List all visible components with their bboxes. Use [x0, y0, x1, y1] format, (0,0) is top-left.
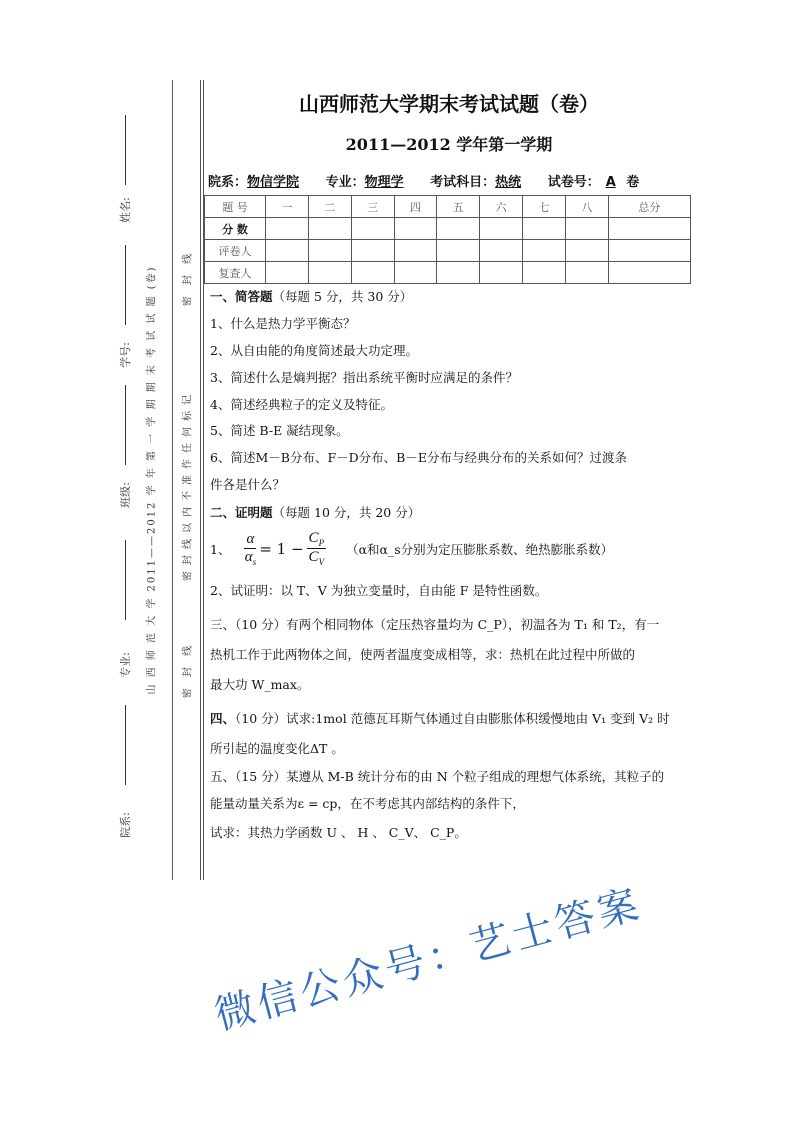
field-underline[interactable] — [124, 705, 126, 785]
section-note: （每题 5 分，共 30 分） — [272, 289, 413, 304]
score-cell[interactable] — [266, 262, 309, 284]
field-underline[interactable] — [124, 245, 126, 325]
score-cell[interactable] — [351, 262, 394, 284]
row-label: 分 数 — [205, 218, 266, 240]
question: 1、什么是热力学平衡态？ — [210, 316, 356, 331]
question — [210, 709, 670, 727]
formula-cp-cv: $\frac{C_P}{C_V}$ — [308, 530, 325, 567]
question: 2、试证明：以 T、V 为独立变量时，自由能 F 是特性函数。 — [210, 583, 548, 598]
field-major — [117, 652, 133, 678]
formula-note: （α和α_s分别为定压膨胀系数、绝热膨胀系数） — [346, 541, 614, 557]
score-cell[interactable] — [480, 218, 523, 240]
seal-line-middle: 密封线以内不准作任何标记 — [182, 389, 194, 581]
field-label: 专业: — [119, 652, 132, 678]
major-value: 物理学 — [364, 175, 404, 190]
table-header-cell: 六 — [480, 196, 523, 218]
score-cell[interactable] — [351, 240, 394, 262]
score-cell[interactable] — [523, 240, 566, 262]
score-cell[interactable] — [480, 240, 523, 262]
dept-value: 物信学院 — [247, 175, 300, 190]
page-subtitle: 2011—2012 学年第一学期 — [345, 135, 553, 154]
score-cell[interactable] — [480, 262, 523, 284]
dept-label: 院系： — [208, 175, 248, 190]
field-dept — [117, 812, 133, 838]
score-cell[interactable] — [523, 262, 566, 284]
table-header-cell: 七 — [523, 196, 566, 218]
table-header-cell: 三 — [351, 196, 394, 218]
question-text: （10 分）试求:1mol 范德瓦耳斯气体通过自由膨胀体积缓慢地由 V₁ 变到 V₂ 时 — [235, 711, 670, 726]
score-cell[interactable] — [608, 240, 690, 262]
question: 所引起的温度变化ΔT 。 — [210, 741, 344, 756]
score-cell[interactable] — [308, 262, 351, 284]
score-cell[interactable] — [565, 218, 608, 240]
margin-line-1 — [172, 80, 173, 880]
formula-equals: = 1 − — [259, 539, 304, 558]
field-label: 姓名: — [119, 197, 132, 223]
question: 件各是什么？ — [210, 477, 286, 492]
question: 能量动量关系为ε = cp，在不考虑其内部结构的条件下， — [210, 796, 525, 811]
field-name — [117, 197, 133, 223]
question-number: 1、 — [210, 541, 231, 557]
formula-alpha-ratio: $\frac{\alpha}{\alpha_s}$ — [244, 530, 257, 567]
section-note: （每题 10 分，共 20 分） — [272, 505, 421, 520]
table-row — [205, 240, 691, 262]
field-label: 学号: — [119, 342, 132, 368]
score-cell[interactable] — [608, 218, 690, 240]
table-row — [205, 262, 691, 284]
subject-value: 热统 — [495, 175, 522, 190]
field-student-id — [117, 342, 133, 368]
question: 热机工作于此两物体之间，使两者温度变成相等，求：热机在此过程中所做的 — [210, 647, 636, 662]
watermark: 微信公众号：艺士答案 — [209, 880, 647, 1040]
field-underline[interactable] — [124, 540, 126, 620]
table-header-row — [205, 196, 691, 218]
page-title: 山西师范大学期末考试试题（卷） — [299, 92, 599, 116]
margin-line-2 — [200, 80, 201, 880]
score-cell[interactable] — [437, 240, 480, 262]
paper-value: A — [605, 175, 616, 190]
field-label: 班级: — [119, 482, 132, 508]
score-cell[interactable] — [351, 218, 394, 240]
exam-strip-text: 山 西 师 范 大 学 2011——2012 学 年 第 一 学 期 期 末 考 试 试 题 (卷) — [146, 265, 158, 695]
field-label: 院系: — [119, 812, 132, 838]
section-title: 一、简答题 — [210, 289, 273, 304]
question: 2、从自由能的角度简述最大功定理。 — [210, 343, 418, 358]
question: 试求：其热力学函数 U 、 H 、 C_V、 C_P。 — [210, 825, 467, 840]
score-cell[interactable] — [308, 240, 351, 262]
seal-line-top: 密 封 线 — [182, 249, 194, 307]
table-header-cell: 一 — [266, 196, 309, 218]
question: 三、（10 分）有两个相同物体（定压热容量均为 C_P），初温各为 T₁ 和 T₂，有一 — [210, 617, 660, 632]
question-formula — [210, 530, 613, 567]
seal-line-bottom: 密 封 线 — [182, 641, 194, 699]
score-cell[interactable] — [437, 262, 480, 284]
question: 5、简述 B-E 凝结现象。 — [210, 423, 349, 438]
table-row — [205, 218, 691, 240]
score-cell[interactable] — [308, 218, 351, 240]
section-title: 二、证明题 — [210, 505, 273, 520]
table-header-cell: 五 — [437, 196, 480, 218]
subject-label: 考试科目： — [430, 175, 496, 190]
score-cell[interactable] — [523, 218, 566, 240]
score-cell[interactable] — [565, 240, 608, 262]
paper-suffix: 卷 — [626, 175, 640, 190]
score-cell[interactable] — [394, 262, 437, 284]
field-underline[interactable] — [124, 385, 126, 465]
question: 最大功 W_max。 — [210, 677, 310, 692]
major-label: 专业： — [325, 175, 365, 190]
score-cell[interactable] — [266, 240, 309, 262]
section-1-heading — [210, 287, 412, 305]
table-header-cell: 四 — [394, 196, 437, 218]
exam-info — [208, 171, 639, 190]
table-header-cell: 八 — [565, 196, 608, 218]
score-cell[interactable] — [394, 218, 437, 240]
field-class — [117, 482, 133, 508]
field-underline[interactable] — [124, 115, 126, 185]
question: 五、（15 分）某遵从 M-B 统计分布的由 N 个粒子组成的理想气体系统，其粒子的 — [210, 769, 665, 784]
row-label: 评卷人 — [205, 240, 266, 262]
section-title: 四、 — [210, 711, 236, 726]
question: 4、简述经典粒子的定义及特征。 — [210, 397, 393, 412]
table-header-cell: 总分 — [608, 196, 690, 218]
table-header-cell: 二 — [308, 196, 351, 218]
row-label: 复查人 — [205, 262, 266, 284]
section-2-heading — [210, 503, 420, 521]
question: 6、简述M－B分布、F－D分布、B－E分布与经典分布的关系如何？过渡条 — [210, 450, 627, 465]
score-cell[interactable] — [565, 262, 608, 284]
question: 3、简述什么是熵判据？指出系统平衡时应满足的条件？ — [210, 370, 518, 385]
paper-label: 试卷号： — [547, 175, 600, 190]
score-cell[interactable] — [266, 218, 309, 240]
score-cell[interactable] — [608, 262, 690, 284]
score-cell[interactable] — [437, 218, 480, 240]
score-cell[interactable] — [394, 240, 437, 262]
table-header-cell: 题 号 — [205, 196, 266, 218]
score-table — [204, 195, 691, 284]
